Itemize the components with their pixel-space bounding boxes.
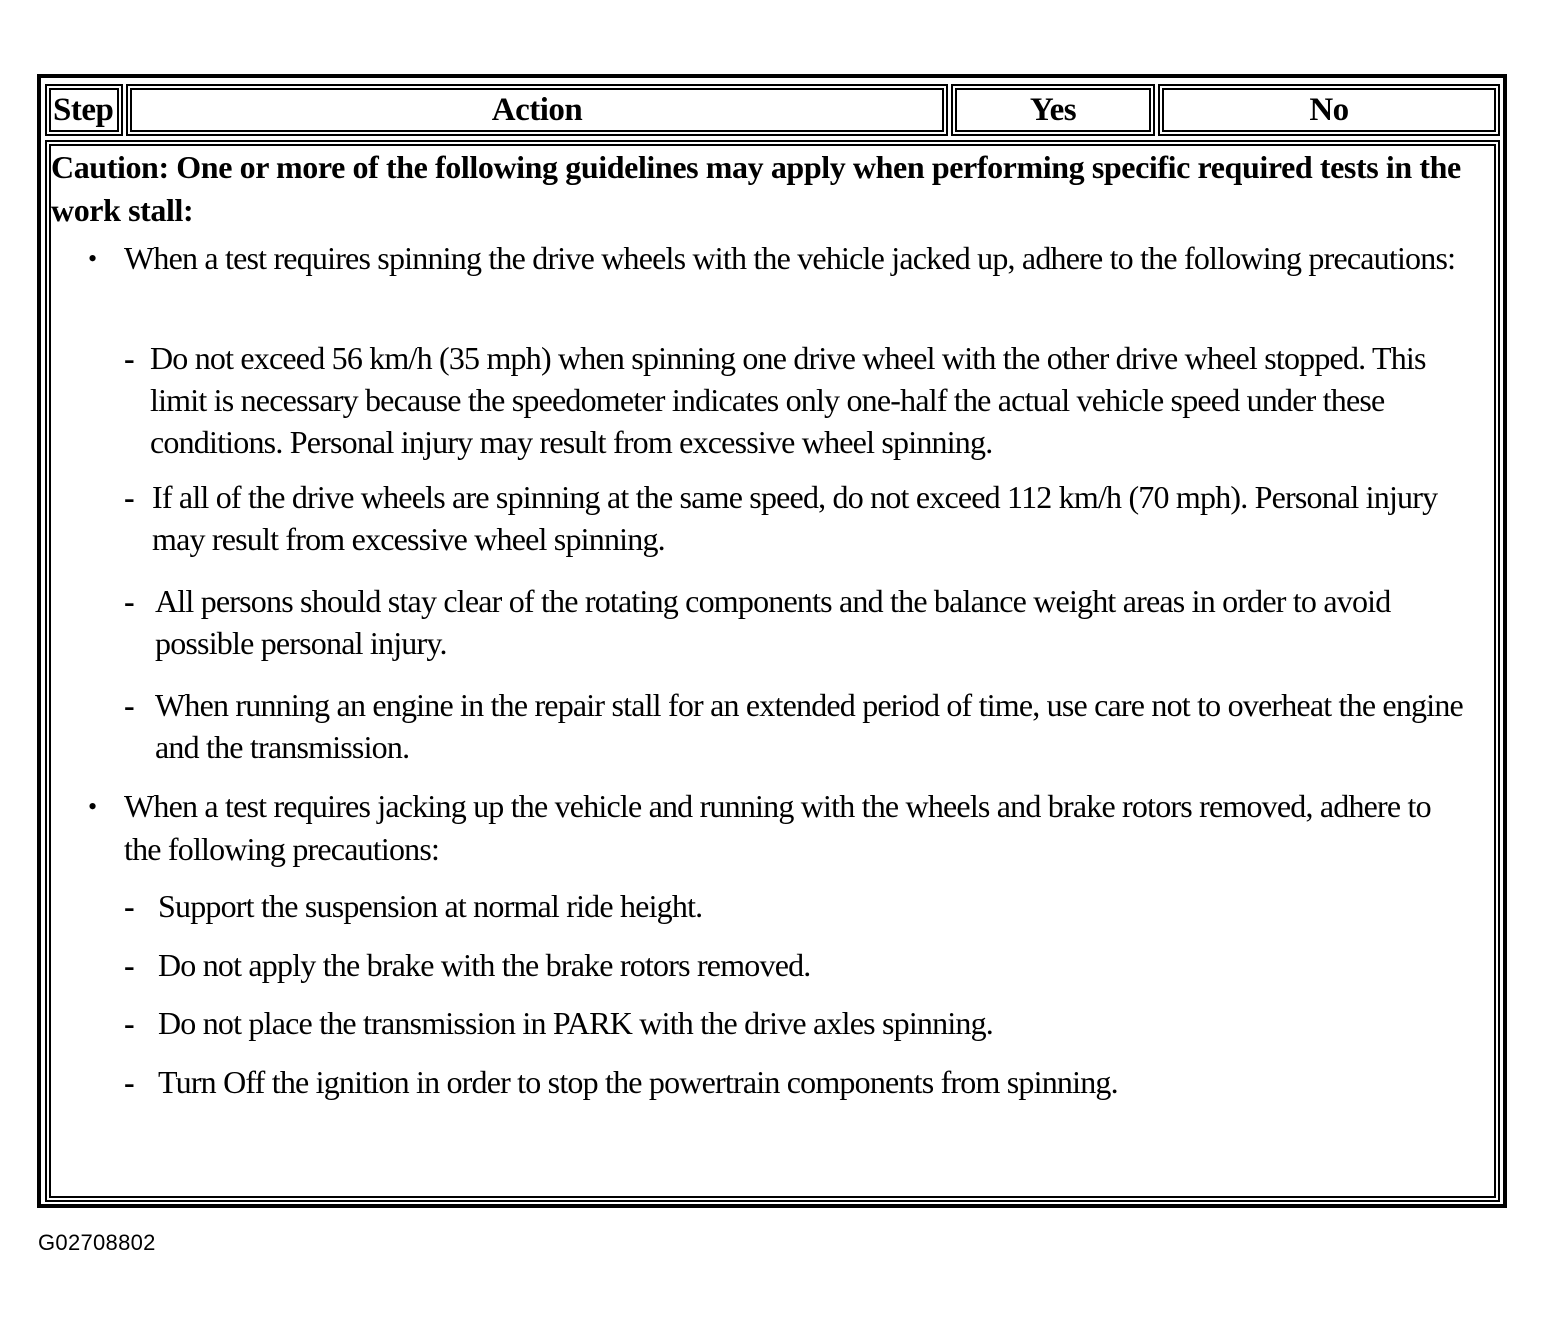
bullet-icon: • [88, 792, 97, 821]
dash-icon: - [124, 583, 134, 619]
dash-text: Support the suspension at normal ride height. [158, 888, 703, 924]
dash-icon: - [124, 687, 134, 723]
dash-item [124, 1061, 1458, 1103]
dash-icon: - [124, 888, 134, 924]
bullet-icon: • [88, 244, 97, 273]
caution-heading: Caution: One or more of the following guidelines may apply when performing specific required tests in the work stall: [51, 149, 1461, 228]
header-action: Action [126, 84, 948, 136]
header-yes: Yes [951, 84, 1155, 136]
bullet-item [88, 785, 1469, 871]
dash-text: If all of the drive wheels are spinning at the same speed, do not exceed 112 km/h (70 mph). Personal injury may result from excessive wheel spinning. [152, 479, 1438, 557]
figure-id: G02708802 [38, 1230, 156, 1255]
dash-text: When running an engine in the repair stall for an extended period of time, use care not to overheat the engine and the transmission. [155, 687, 1463, 765]
dash-item [124, 580, 1475, 664]
dash-item [124, 1002, 1458, 1044]
bullet-text: When a test requires spinning the drive wheels with the vehicle jacked up, adhere to the following precautions: [124, 240, 1456, 276]
dash-item [124, 684, 1485, 768]
dash-item [124, 885, 1458, 927]
header-no: No [1158, 84, 1500, 136]
bullet-item [88, 237, 1464, 280]
dash-icon: - [124, 947, 134, 983]
dash-text: Do not apply the brake with the brake rotors removed. [158, 947, 811, 983]
dash-text: Do not place the transmission in PARK with the drive axles spinning. [158, 1005, 994, 1041]
dash-item [124, 337, 1480, 463]
dash-text: Turn Off the ignition in order to stop the powertrain components from spinning. [158, 1064, 1118, 1100]
dash-icon: - [124, 1064, 134, 1100]
dash-text: All persons should stay clear of the rotating components and the balance weight areas in order to avoid possible personal injury. [155, 583, 1391, 661]
dash-item [124, 476, 1452, 560]
dash-icon: - [124, 479, 134, 515]
dash-icon: - [124, 1005, 134, 1041]
bullet-text: When a test requires jacking up the vehicle and running with the wheels and brake rotors removed, adhere to the following precautions: [124, 788, 1431, 867]
dash-icon: - [124, 340, 134, 376]
header-step: Step [45, 84, 123, 136]
dash-item [124, 944, 1458, 986]
dash-text: Do not exceed 56 km/h (35 mph) when spinning one drive wheel with the other drive wheel stopped. This limit is necessary because the speedometer indicates only one-half the actual vehicle speed under these conditions. Personal injury may result from excessive wheel spinning. [150, 340, 1426, 460]
